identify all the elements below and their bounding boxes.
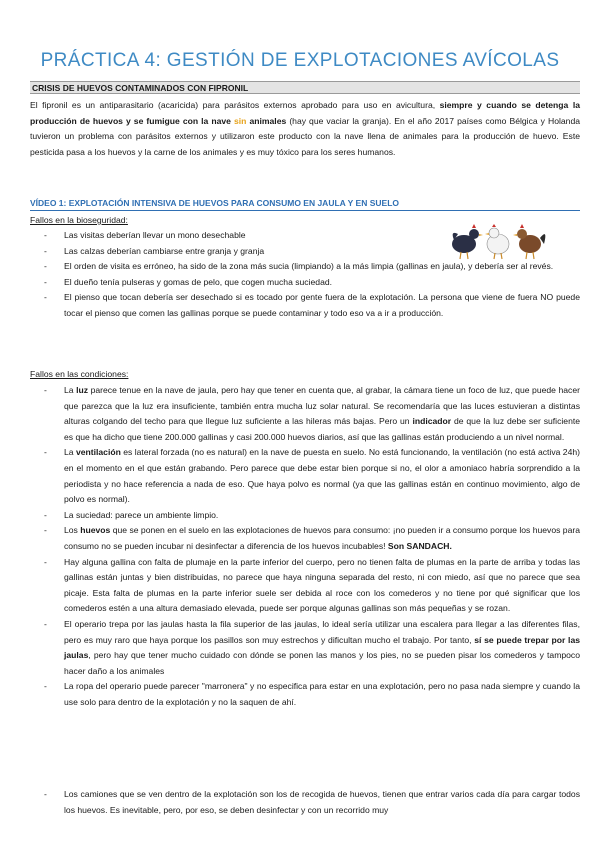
list-item: - La luz parece tenue en la nave de jaula, pero hay que tener en cuenta que, al grabar, la cámara tiene un foco de luz, que puede hacer que parezca que la luz era insuficiente, también entra mucha luz solar natural. Se recomendaría que las luces estuvieran a distintas alturas colgando del techo para que llegue luz suficiente a las hileras más bajas. Pero un indicador de que la luz debe ser suficiente es que ha dicho que tiene 200.000 gallinas y casi 200.000 huevos diarios, así que las gallinas están produciendo a un nivel normal. — [30, 383, 580, 445]
list-item: - El orden de visita es erróneo, ha sido de la zona más sucia (limpiando) a la más limpia (gallinas en jaula), y debería ser al revés. — [30, 259, 580, 275]
intro-paragraph: El fipronil es un antiparasitario (acaricida) para parásitos externos aprobado para uso en avicultura, siempre y cuando se detenga la producción de huevos y se fumigue con la nave sin animales (hay que vaciar la granja). En el año 2017 países como Bélgica y Holanda tuvieron un problema con parásitos externos y utilizaron este producto con la nave llena de animales para la producción de huevo. Este pesticida pasa a los huevos y la carne de los animales y es muy tóxico para los seres humanos. — [30, 100, 581, 157]
list-item: - La ropa del operario puede parecer "marronera" y no especifica para estar en una explotación, pero no pasa nada siempre y cuando la use solo para dentro de la explotación y no la saquen de ahí. — [30, 679, 580, 710]
list-item: - El dueño tenía pulseras y gomas de pelo, que cogen mucha suciedad. — [30, 275, 580, 291]
list-item: - Las calzas deberían cambiarse entre granja y granja — [30, 244, 580, 260]
list-item: - El pienso que tocan debería ser desechado si es tocado por gente fuera de la explotación. La persona que viene de fuera NO puede tocar el pienso que comen las gallinas porque se puede contaminar y todo eso va a ir a producción. — [30, 290, 580, 321]
section-heading-fipronil: CRISIS DE HUEVOS CONTAMINADOS CON FIPRONIL — [30, 81, 580, 94]
page-title: PRÁCTICA 4: GESTIÓN DE EXPLOTACIONES AVÍCOLAS — [40, 50, 560, 71]
list-item: - La ventilación es lateral forzada (no es natural) en la nave de puesta en suelo. No está funcionando, la ventilación (no está activa 24h) en el momento en el que están grabando. Pero parece que debe estar bien porque si no, el olor a amoniaco habría sorprendido a la periodista y no hace referencia a nada de eso. Que haya polvo es normal (ya que las gallinas están en continuo movimiento, algo de polvo es normal). — [30, 445, 580, 507]
subheading-bioseguridad: Fallos en la bioseguridad: — [30, 215, 128, 225]
camiones-list — [30, 787, 580, 818]
bioseguridad-list — [30, 228, 580, 322]
list-item: - Los huevos que se ponen en el suelo en las explotaciones de huevos para consumo: ¡no pueden ir a consumo porque los huevos para consumo no se pueden incubar ni desinfectar a diferencia de los huevos incubables! Son SANDACH. — [30, 523, 580, 554]
list-item: - El operario trepa por las jaulas hasta la fila superior de las jaulas, lo ideal sería utilizar una escalera para llegar a las diferentes filas, pero es muy raro que haya porque los pasillos son muy estrechos y dificultan mucho el trabajo. Por tanto, sí se puede trepar por las jaulas, pero hay que tener mucho cuidado con dónde se ponen las manos y los pies, no se pueden pisar los comederos y tampoco hacer daño a los animales — [30, 617, 580, 679]
list-item: - Las visitas deberían llevar un mono desechable — [30, 228, 580, 244]
list-item: - Hay alguna gallina con falta de plumaje en la parte inferior del cuerpo, pero no tienen falta de plumas en la parte de arriba y todas las gallinas están juntas y bien distribuidas, no parece que haya ninguna separada del resto, ni con miedo, así que no parece que sea picaje. Esta falta de plumas en la parte inferior suele ser debida al roce con los comederos y no tiene por qué significar que los comederos estén a una altura demasiado elevada, puede ser porque algunas gallinas son más pequeñas y se rozan. — [30, 555, 580, 617]
subheading-condiciones: Fallos en las condiciones: — [30, 369, 129, 379]
highlight-sin: sin — [234, 115, 247, 126]
section-heading-video: VÍDEO 1: EXPLOTACIÓN INTENSIVA DE HUEVOS PARA CONSUMO EN JAULA Y EN SUELO — [30, 197, 580, 211]
list-item: - La suciedad: parece un ambiente limpio. — [30, 508, 580, 524]
condiciones-list — [30, 383, 580, 710]
list-item: - Los camiones que se ven dentro de la explotación son los de recogida de huevos, tienen que entrar varios cada día para cargar todos los huevos. Es inevitable, pero, por eso, se deben desinfectar y con un recorrido muy — [30, 787, 580, 818]
